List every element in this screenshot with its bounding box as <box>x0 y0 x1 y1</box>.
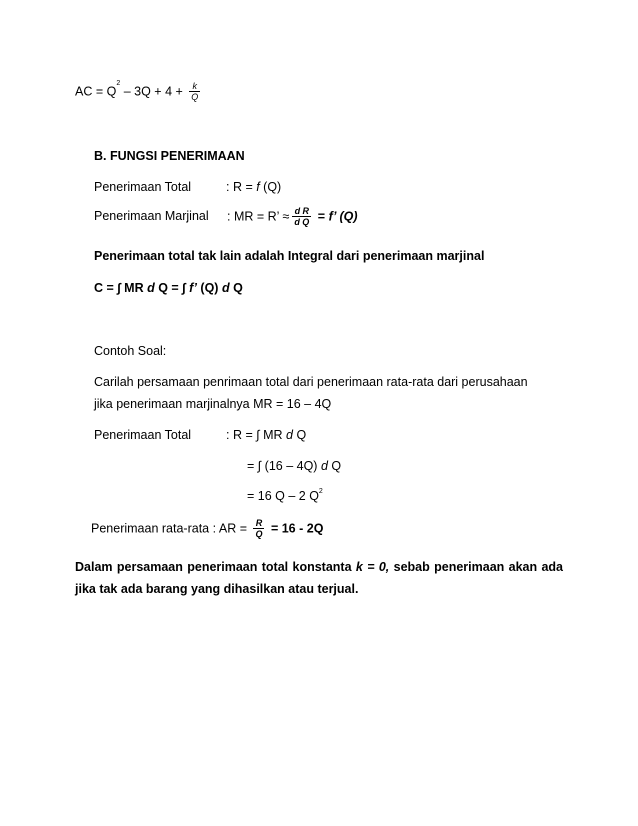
marginal-result: f’ (Q) <box>328 209 358 224</box>
average-frac-den: Q <box>255 529 263 539</box>
integral-d: d <box>147 281 155 295</box>
total-revenue-line <box>94 181 281 194</box>
step3-exponent: 2 <box>318 488 323 495</box>
total-formula-pre: : R = <box>226 180 257 194</box>
average-frac-num: R <box>255 518 263 528</box>
integral-part: (Q) <box>196 281 222 295</box>
total-revenue-label: Penerimaan Total <box>94 180 192 194</box>
integral-part: Q <box>229 281 243 295</box>
ac-rest: – 3Q + 4 + <box>120 84 187 99</box>
average-revenue-label: Penerimaan rata-rata <box>91 521 210 536</box>
ac-fraction <box>189 82 200 102</box>
total-formula-f: f <box>256 180 260 194</box>
ac-formula <box>75 82 203 102</box>
example-title: Contoh Soal: <box>94 344 167 358</box>
integral-part: Q = ∫ <box>154 281 190 295</box>
average-fraction <box>253 519 264 539</box>
example-question-line2: jika penerimaan marjinalnya MR = 16 – 4Q <box>94 397 332 411</box>
example-step3 <box>247 490 323 503</box>
average-revenue-line <box>91 519 323 539</box>
integral-part: C = ∫ MR <box>94 281 148 295</box>
marginal-formula: : MR = R’ ≈ <box>227 209 290 224</box>
example-step1 <box>94 429 306 442</box>
step1-pre: : R = ∫ MR <box>226 428 287 442</box>
ac-frac-den: Q <box>191 92 199 102</box>
integral-formula <box>94 282 243 295</box>
marginal-fraction <box>292 207 311 227</box>
marginal-frac-den: d Q <box>294 217 310 227</box>
conclusion-part2: sebab penerimaan akan ada jika tak ada barang yang dihasilkan atau terjual. <box>75 560 564 596</box>
ac-frac-num: k <box>192 81 198 91</box>
marginal-revenue-label: Penerimaan Marjinal <box>94 209 209 224</box>
ac-exponent: 2 <box>116 80 121 87</box>
conclusion-paragraph <box>75 556 563 600</box>
marginal-frac-num: d R <box>294 206 310 216</box>
average-formula: : AR = <box>209 521 251 536</box>
conclusion-k: k = 0, <box>355 560 390 574</box>
step2-pre: = ∫ (16 – 4Q) <box>247 459 321 473</box>
average-result: = 16 - 2Q <box>267 521 324 536</box>
ac-lhs: AC = Q <box>75 84 117 99</box>
step3-text: = 16 Q – 2 Q <box>247 489 319 503</box>
integral-d: d <box>221 281 230 295</box>
step2-d: d <box>320 459 328 473</box>
step1-d: d <box>286 428 293 442</box>
integral-statement: Penerimaan total tak lain adalah Integral dari penerimaan marjinal <box>94 249 485 263</box>
marginal-eq: = <box>317 209 329 224</box>
total-formula-post: (Q) <box>259 180 282 194</box>
step1-post: Q <box>292 428 307 442</box>
example-step2 <box>247 460 341 473</box>
marginal-revenue-line <box>94 207 358 227</box>
conclusion-part1: Dalam persamaan penerimaan total konstanta <box>75 560 356 574</box>
example-question-line1: Carilah persamaan penrimaan total dari penerimaan rata-rata dari perusahaan <box>94 375 528 389</box>
integral-f: f’ <box>189 281 197 295</box>
example-total-label: Penerimaan Total <box>94 428 192 442</box>
section-title: B. FUNGSI PENERIMAAN <box>94 149 245 163</box>
step2-post: Q <box>327 459 342 473</box>
